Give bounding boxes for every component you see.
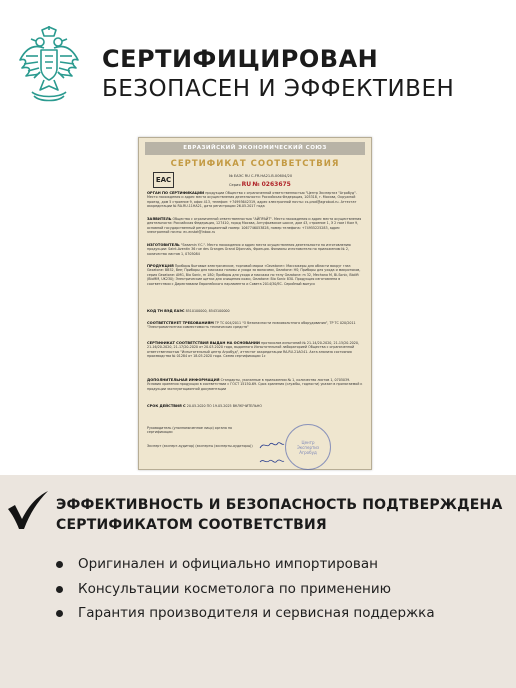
series-label: Серия bbox=[229, 183, 241, 187]
cert-section-applicant: ЗАЯВИТЕЛЬ Общество с ограниченной ответственностью "АЙПРАЙТ". Место нахождения и адрес места осуществления деятельности: Российская Федерация, 127410, город Москва, Алтуфьевское шоссе, дом 43, строение 1, Э 2 пом I Ком 9, основной государственный регистрационный номер: 1067746053828, номер телефона: +74955225283, адрес электронной почты: ec-ecstat@inbox.ru bbox=[147, 217, 362, 235]
benefits-list bbox=[56, 552, 435, 626]
cert-section-authority: ОРГАН ПО СЕРТИФИКАЦИИ продукции Общество с ограниченной ответственностью "Центр Экспертиз "Агробуд". Место нахождения и адрес места осуществления деятельности: Российская Федерация, 105318, г. Москва, Окружной проезд, дом 5 строение 9, офис 413, телефон: +74993642319, адрес электронной почты: cs-prod@agrobud.ru. Аттестат аккредитации № RA.RU.11НА21, дата регистрации 26.05.2017 года bbox=[147, 191, 357, 209]
benefits-heading-line-1: ЭФФЕКТИВНОСТЬ И БЕЗОПАСНОСТЬ ПОДТВЕРЖДЕНА bbox=[56, 497, 503, 513]
headline-subtitle: БЕЗОПАСЕН И ЭФФЕКТИВЕН bbox=[102, 76, 455, 102]
series-number: № 0263675 bbox=[252, 181, 291, 188]
cert-section-requirements: СООТВЕТСТВУЕТ ТРЕБОВАНИЯМ ТР ТС 004/2011 "О безопасности низковольтного оборудования", ТР ТС 020/2011 "Электромагнитная совместимость технических средств" bbox=[147, 321, 356, 330]
certificate-title: СЕРТИФИКАТ СООТВЕТСТВИЯ bbox=[170, 159, 340, 169]
cert-section-code: КОД ТН ВЭД ЕАЭС 8510100000, 8543100000 bbox=[147, 309, 230, 313]
certificate-number: № ЕАЭС RU С-FR.НА21.В.00604/20 bbox=[229, 174, 293, 178]
cert-section-manufacturer: ИЗГОТОВИТЕЛЬ "Seaamin Y.C.". Место нахождения и адрес места осуществления деятельности по изготовлению продукции: Saint-Aventin 36 rue des Granges Grand Dijonnais, Франция. Филиалы изготовителя по приложению № 2, количество листов 1, 0705084 bbox=[147, 243, 351, 256]
bullet-icon bbox=[56, 561, 63, 568]
benefits-heading bbox=[56, 495, 503, 535]
list-item: Гарантия производителя и сервисная поддержка bbox=[56, 601, 435, 626]
certificate-image bbox=[138, 137, 372, 470]
cert-section-product: ПРОДУКЦИЯ Приборы бытовые электрические, торговой марки «Gezatone»: Массажеры для области вокруг глаз Gezatone: BB52, Bee; Приборы для массажа головы и ухода за волосами, Gezatone: HS; Приборы для ухода и микротоков, серия Gezatone: AMG, Bio Sonic, m 180; Приборы для ухода и массажа по телу Gezatone: m 32, Mechano M, Bi-Sonic, Biolift (BioMM, UK230); Электрические щетки для очищения кожи, Gezatone: Bio Sonic 830. Продукция изготовлена в соответствии с Директивами Европейского парламента и Совета 2014/30/ЕС. Серийный выпуск bbox=[147, 264, 361, 286]
cert-section-basis: СЕРТИФИКАТ СООТВЕТСТВИЯ ВЫДАН НА ОСНОВАНИИ протоколов испытаний № 21-14/20-2020, 21-15/20-2020, 21-16/20-2020, 21-17/20-2020 от 20.03.2020 года, выданного Испытательной лабораторией Общества с ограниченной ответственностью "Испытательный центр Агробуд", аттестат аккредитации RA.RU.21АО41. Акта анализа состояния производства № 01284 от 18.05.2020 года. Схема сертификации 1с bbox=[147, 341, 360, 359]
certificate-band: ЕВРАЗИЙСКИЙ ЭКОНОМИЧЕСКИЙ СОЮЗ bbox=[145, 142, 365, 155]
eac-mark: EAC bbox=[153, 172, 174, 188]
bullet-icon bbox=[56, 610, 63, 617]
signature-icon bbox=[259, 456, 285, 466]
list-item: Консультации косметолога по применению bbox=[56, 577, 435, 602]
cert-section-additional: ДОПОЛНИТЕЛЬНАЯ ИНФОРМАЦИЯ Стандарты, указанные в приложении № 1, количество листов 1, 0705039. Условия хранения продукции в соответствии с ГОСТ 15150-69. Срок хранения (службы, годности) указан в прилагаемой к продукции эксплуатационной документации bbox=[147, 378, 363, 391]
cert-signature-role-1: Руководитель (уполномоченное лицо) органа по сертификации bbox=[147, 426, 233, 435]
emblem-icon bbox=[18, 26, 80, 104]
headline bbox=[102, 44, 454, 104]
signature-icon bbox=[259, 440, 285, 450]
benefits-panel bbox=[0, 475, 516, 688]
benefits-heading-line-2: СЕРТИФИКАТОМ СООТВЕТСТВИЯ bbox=[56, 517, 327, 533]
bullet-icon bbox=[56, 586, 63, 593]
certificate-stamp: Центр Экспертиз Агробуд bbox=[285, 424, 331, 470]
cert-section-validity: СРОК ДЕЙСТВИЯ С 20.05.2020 ПО 19.05.2025 ВКЛЮЧИТЕЛЬНО bbox=[147, 404, 262, 408]
list-item: Оригинален и официально импортирован bbox=[56, 552, 435, 577]
series-value: RU bbox=[241, 181, 252, 188]
headline-title: СЕРТИФИЦИРОВАН bbox=[102, 45, 379, 73]
checkmark-icon bbox=[6, 489, 50, 531]
certificate-series bbox=[229, 181, 291, 188]
cert-signature-role-2: Эксперт (эксперт-аудитор) (эксперты (эксперты-аудиторы)) bbox=[147, 444, 253, 448]
